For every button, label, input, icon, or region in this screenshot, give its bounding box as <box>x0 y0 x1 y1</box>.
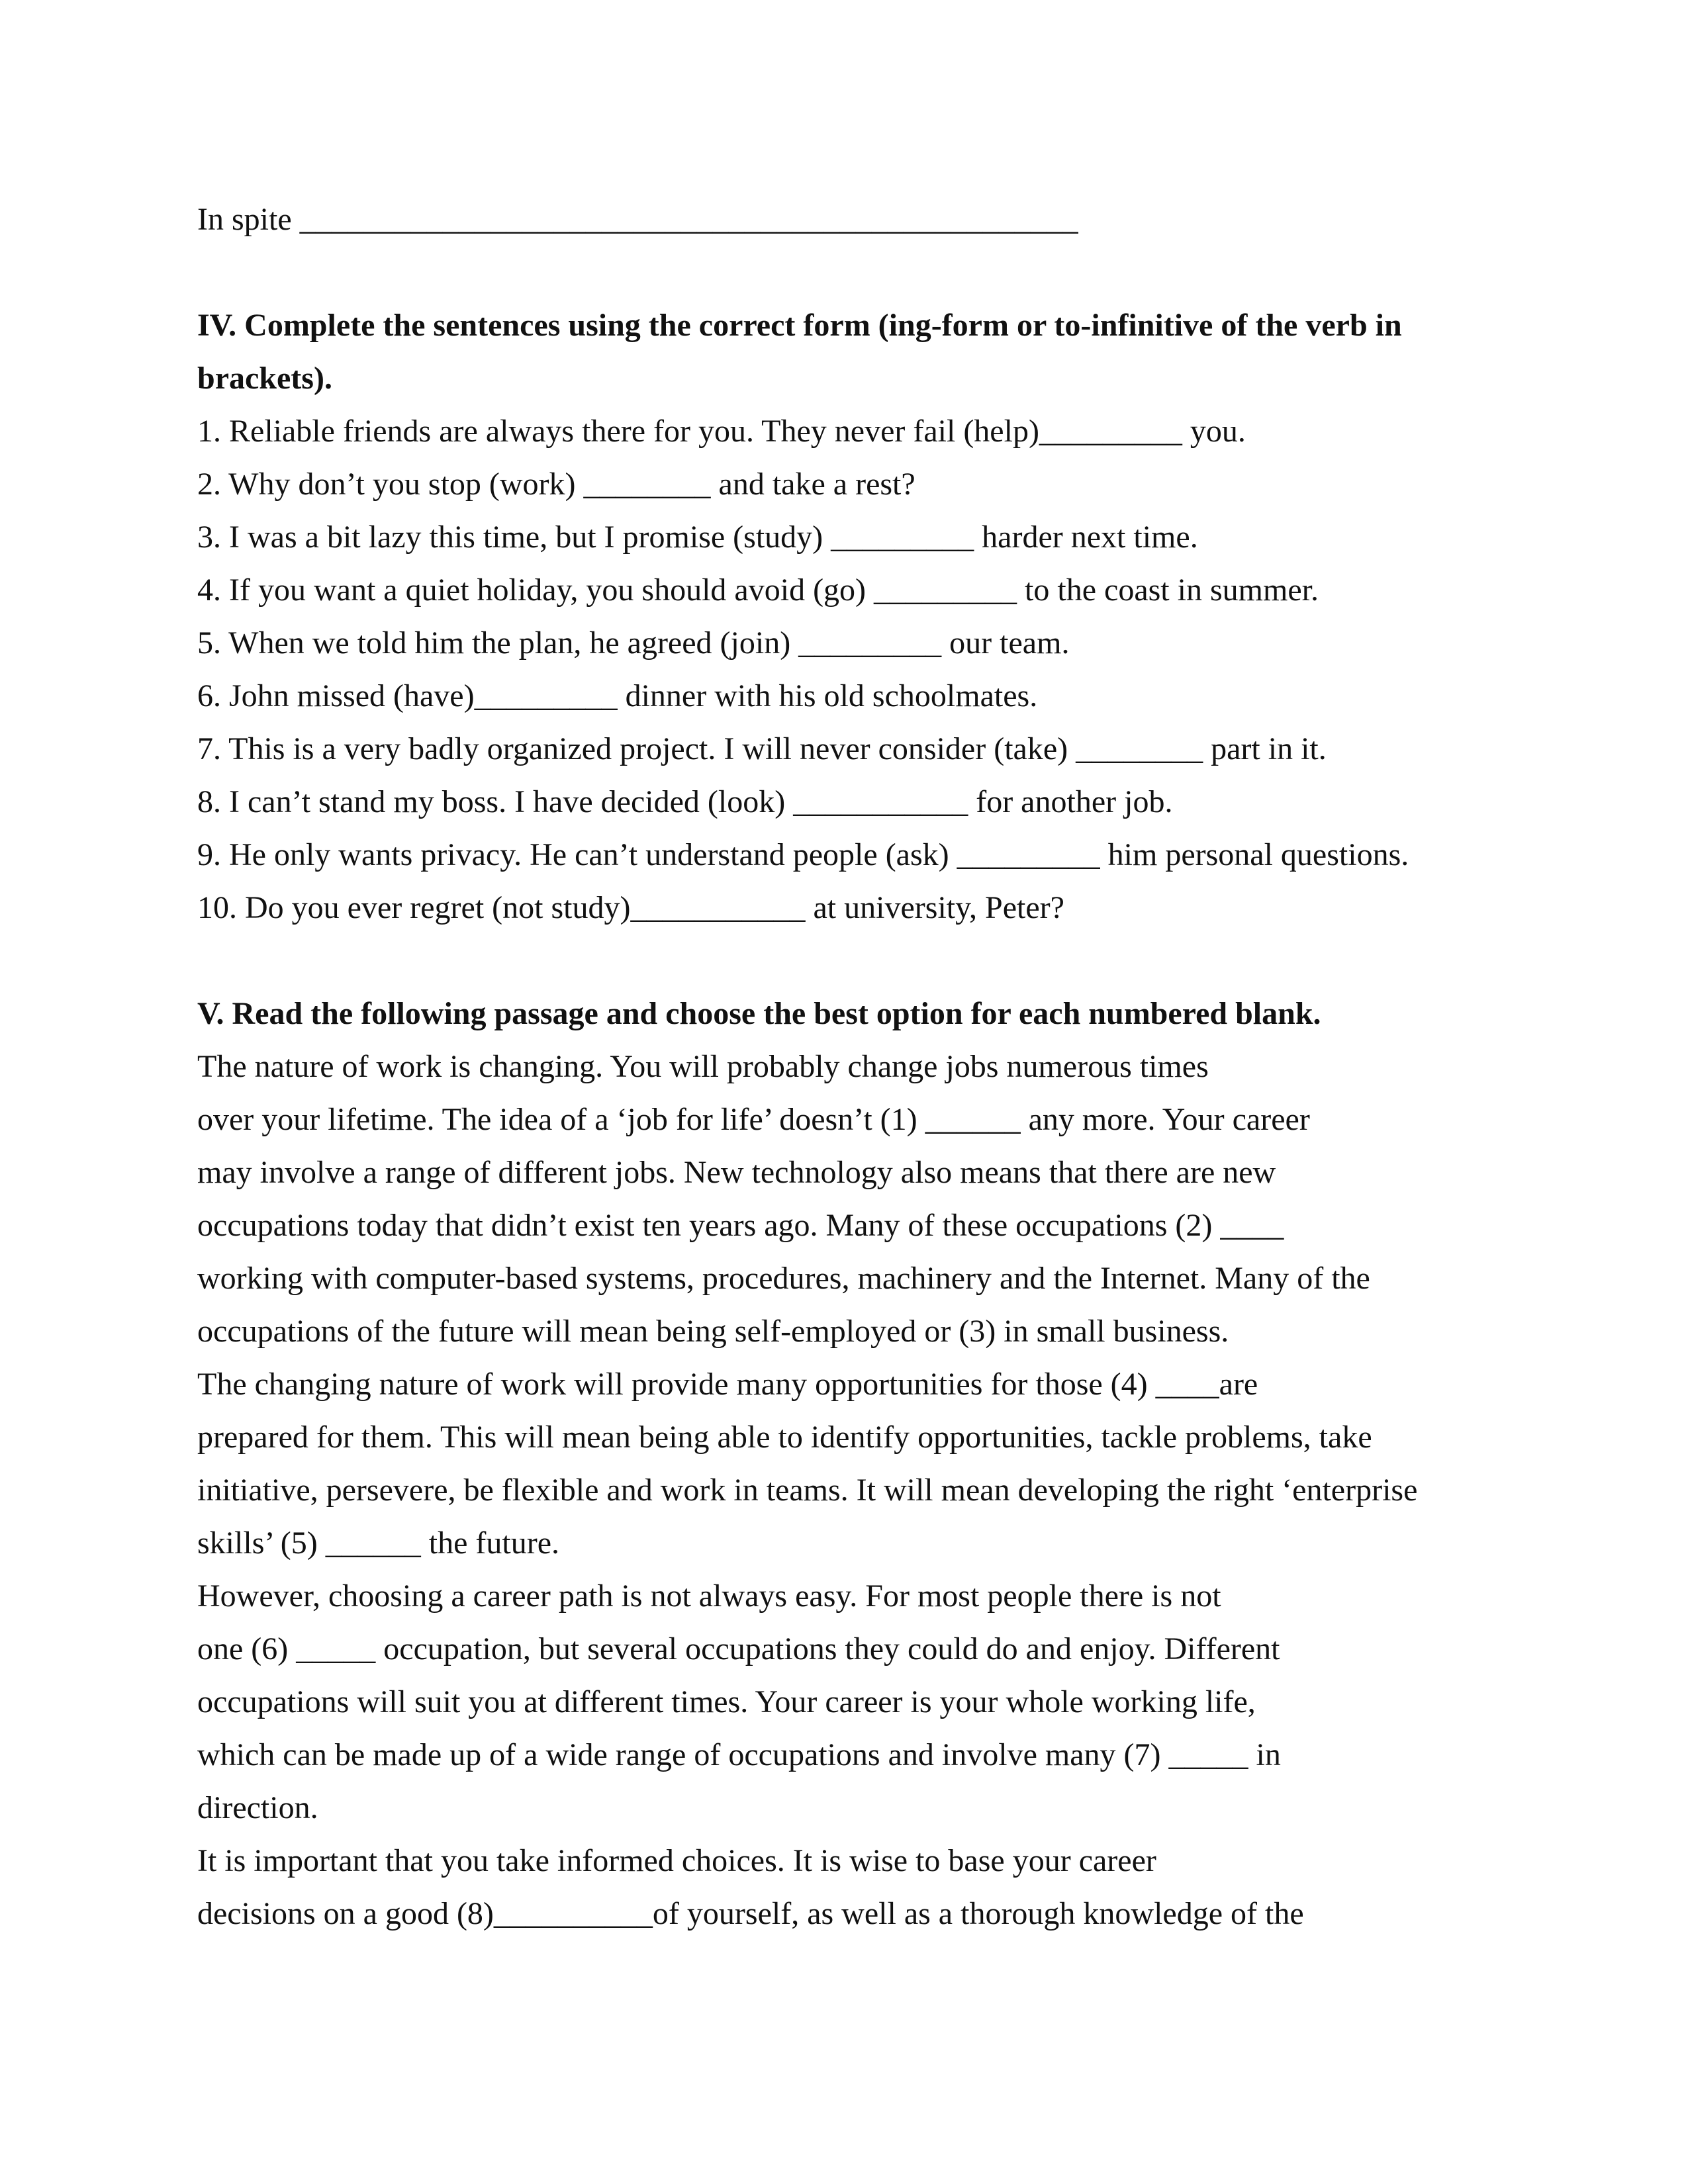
passage-line: one (6) _____ occupation, but several occupations they could do and enjoy. Different <box>197 1631 1280 1666</box>
section-4-heading-continued: brackets). <box>197 361 332 396</box>
exercise-item-7: 7. This is a very badly organized project. I will never consider (take) ________ part in it. <box>197 731 1327 766</box>
exercise-item-2: 2. Why don’t you stop (work) ________ and take a rest? <box>197 467 915 502</box>
passage-line: over your lifetime. The idea of a ‘job for life’ doesn’t (1) ______ any more. Your career <box>197 1102 1310 1137</box>
passage-line: The changing nature of work will provide many opportunities for those (4) ____are <box>197 1367 1258 1402</box>
passage-line: working with computer-based systems, procedures, machinery and the Internet. Many of the <box>197 1261 1370 1296</box>
exercise-item-1: 1. Reliable friends are always there for you. They never fail (help)_________ you. <box>197 414 1246 449</box>
section-5-heading: V. Read the following passage and choose the best option for each numbered blank. <box>197 996 1321 1031</box>
exercise-item-9: 9. He only wants privacy. He can’t understand people (ask) _________ him personal questions. <box>197 837 1409 872</box>
passage-line: The nature of work is changing. You will probably change jobs numerous times <box>197 1049 1209 1084</box>
passage-line: It is important that you take informed choices. It is wise to base your career <box>197 1843 1156 1878</box>
passage-line: skills’ (5) ______ the future. <box>197 1525 560 1561</box>
spacer <box>197 934 1495 987</box>
passage-line: occupations today that didn’t exist ten years ago. Many of these occupations (2) ____ <box>197 1208 1284 1243</box>
passage-line: may involve a range of different jobs. New technology also means that there are new <box>197 1155 1276 1190</box>
exercise-item-6: 6. John missed (have)_________ dinner with his old schoolmates. <box>197 678 1038 713</box>
section-4-heading: IV. Complete the sentences using the correct form (ing-form or to-infinitive of the verb in <box>197 308 1402 343</box>
exercise-item-4: 4. If you want a quiet holiday, you should avoid (go) _________ to the coast in summer. <box>197 572 1319 608</box>
passage-line: occupations will suit you at different times. Your career is your whole working life, <box>197 1684 1256 1719</box>
passage-line: initiative, persevere, be flexible and work in teams. It will mean developing the right ‘enterprise <box>197 1473 1418 1508</box>
exercise-item-10: 10. Do you ever regret (not study)___________ at university, Peter? <box>197 890 1064 925</box>
passage-line: direction. <box>197 1790 318 1825</box>
in-spite-line: In spite _________________________________________________ <box>197 202 1078 237</box>
passage-line: occupations of the future will mean being self-employed or (3) in small business. <box>197 1314 1229 1349</box>
exercise-item-3: 3. I was a bit lazy this time, but I promise (study) _________ harder next time. <box>197 520 1198 555</box>
passage-line: which can be made up of a wide range of occupations and involve many (7) _____ in <box>197 1737 1281 1772</box>
exercise-item-5: 5. When we told him the plan, he agreed (join) _________ our team. <box>197 625 1070 660</box>
spacer <box>197 246 1495 299</box>
exercise-item-8: 8. I can’t stand my boss. I have decided (look) ___________ for another job. <box>197 784 1173 819</box>
page-content <box>197 193 1495 1940</box>
passage-line: prepared for them. This will mean being able to identify opportunities, tackle problems, take <box>197 1420 1372 1455</box>
passage-line: decisions on a good (8)__________of yourself, as well as a thorough knowledge of the <box>197 1896 1304 1931</box>
passage-line: However, choosing a career path is not always easy. For most people there is not <box>197 1578 1221 1614</box>
